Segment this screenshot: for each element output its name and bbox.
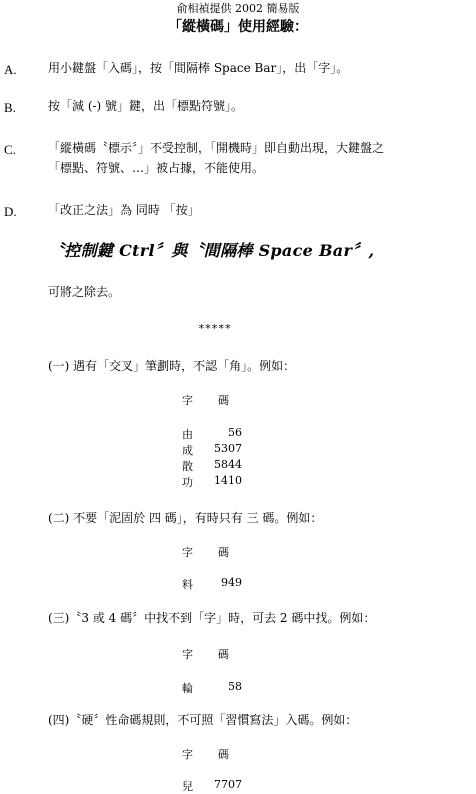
row-char: 料 [182,578,193,591]
item-letter-a: A. [4,62,17,77]
header-code: 碼 [218,748,229,761]
section-title: (二) 不要「泥固於 四 碼」，有時只有 三 碼。例如： [48,511,323,525]
header-char: 字 [182,394,193,407]
row-code: 5307 [214,442,242,455]
table-row [182,680,262,696]
table-header [182,646,262,662]
item-text-c-line2: 「標點、符號、…」被占據，不能使用。 [48,161,265,175]
table-row [182,426,262,442]
row-char: 成 [182,444,193,457]
row-code: 5844 [214,458,242,471]
header-char: 字 [182,748,193,761]
row-code: 56 [228,426,242,439]
header-char: 字 [182,546,193,559]
header-char: 字 [182,648,193,661]
section-title: (三)〝3 或 4 碼〞中找不到「字」時，可去 2 碼中找。例如： [48,611,376,625]
row-char: 輪 [182,682,193,695]
table-row [182,576,262,592]
item-letter-c: C. [4,142,16,157]
row-char: 功 [182,476,193,489]
item-letter-d: D. [4,204,17,219]
row-code: 58 [228,680,242,693]
page-title: 「縱橫碼」使用經驗： [168,19,308,35]
table-row [182,442,262,458]
table-header [182,392,262,408]
separator: ***** [198,322,232,335]
header-code: 碼 [218,648,229,661]
header-code: 碼 [218,546,229,559]
item-letter-b: B. [4,100,16,115]
header-code: 碼 [218,394,229,407]
row-code: 7707 [214,778,242,791]
credit-line: 俞相禎提供 2002 簡易版 [176,2,300,15]
emphasis-line: 〝控制鍵 Ctrl〞與〝間隔棒 Space Bar〞, [48,241,375,260]
item-text-d: 「改正之法」為 同時 「按」 [48,203,200,217]
table-row [182,778,262,794]
removal-line: 可將之除去。 [48,285,121,299]
row-code: 949 [221,576,242,589]
row-char: 兒 [182,780,193,793]
section-title: (一) 遇有「交叉」筆劃時，不認「角」。例如： [48,359,296,373]
table-row [182,474,262,490]
table-row [182,458,262,474]
item-text-a: 用小鍵盤「入碼」，按「間隔棒 Space Bar」，出「字」。 [48,61,349,75]
table-header [182,544,262,560]
item-text-b: 按「減 (-) 號」鍵，出「標點符號」。 [48,99,244,113]
row-char: 由 [182,428,193,441]
section-title: (四)〝硬〞性命碼規則，不可照「習慣寫法」入碼。例如： [48,713,358,727]
row-code: 1410 [214,474,242,487]
table-header [182,746,262,762]
item-text-c-line1: 「縱橫碼〝標示〞」不受控制，「開機時」即自動出現，大鍵盤之 [48,141,385,155]
row-char: 散 [182,460,193,473]
